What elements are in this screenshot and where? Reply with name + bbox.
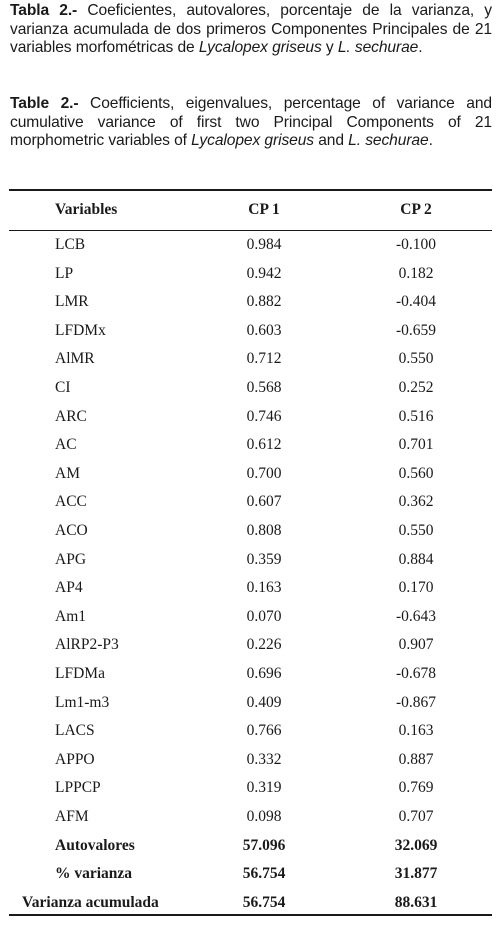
caption-label: Table 2.-: [10, 95, 79, 112]
cp2-cell: 0.170: [398, 579, 434, 597]
cp2-cell: 0.550: [398, 350, 434, 368]
cp2-cell: 0.884: [398, 550, 434, 568]
cp2-cell: -0.867: [395, 693, 437, 711]
cp1-cell: 0.712: [246, 350, 282, 368]
cp2-cell: 0.362: [398, 493, 434, 511]
table-row: [0, 660, 500, 689]
cp2-cell: 0.550: [398, 522, 434, 539]
cp1-cell: 0.098: [246, 808, 282, 825]
cp1-cell: 0.163: [246, 579, 282, 597]
cp2-cell: -0.678: [395, 665, 437, 682]
table-row: [0, 403, 500, 432]
table-row: [0, 546, 500, 575]
variable-cell: ACC: [55, 493, 87, 511]
species-name: Lycalopex griseus: [198, 39, 322, 57]
cp1-cell: 0.409: [246, 693, 282, 711]
table-row: [0, 431, 500, 460]
cp2-cell: -0.100: [395, 236, 437, 253]
variable-cell: % varianza: [55, 865, 133, 883]
cp1-cell: 0.359: [246, 550, 282, 568]
cp1-cell: 56.754: [242, 865, 286, 883]
cp2-cell: -0.404: [395, 293, 437, 311]
cp1-cell: 0.603: [246, 321, 282, 339]
variable-cell: LFDMa: [55, 665, 105, 682]
caption-end: .: [428, 132, 433, 150]
table-row: [0, 803, 500, 832]
cp1-cell: 0.942: [246, 264, 282, 282]
variable-cell: LP: [55, 264, 74, 282]
caption-conjunction: y: [321, 39, 338, 57]
table-row: [0, 460, 500, 489]
variable-cell: AP4: [55, 579, 83, 597]
table-row: [0, 288, 500, 317]
cp2-cell: 0.769: [398, 779, 434, 797]
cp2-cell: 32.069: [394, 836, 438, 854]
variable-cell: AC: [55, 436, 77, 454]
variable-cell: LACS: [55, 722, 95, 740]
cp1-cell: 0.568: [246, 379, 282, 396]
variable-cell: AlMR: [55, 350, 95, 368]
caption-spanish: [10, 2, 492, 58]
variable-cell: Varianza acumulada: [22, 893, 159, 911]
variable-cell: LFDMx: [55, 321, 106, 339]
cp1-cell: 57.096: [242, 836, 286, 854]
variable-cell: AM: [55, 464, 80, 482]
cp1-cell: 0.746: [246, 407, 282, 425]
caption-conjunction: and: [313, 132, 349, 150]
table-row: [0, 689, 500, 718]
cp2-cell: 0.560: [398, 464, 434, 482]
cp1-cell: 0.700: [246, 464, 282, 482]
cp2-cell: 0.707: [398, 808, 434, 825]
cp1-cell: 56.754: [242, 893, 286, 911]
cp1-cell: 0.319: [246, 779, 282, 797]
cp1-cell: 0.696: [246, 665, 282, 682]
caption-label: Tabla 2.-: [10, 2, 78, 19]
variable-cell: Autovalores: [55, 836, 135, 854]
table-row: [0, 231, 500, 260]
species-name: L. sechurae: [348, 132, 429, 150]
table-row: [0, 746, 500, 775]
summary-row: [0, 889, 500, 918]
table-row: [0, 603, 500, 632]
header-variables: Variables: [55, 201, 118, 218]
variable-cell: AFM: [55, 808, 89, 825]
table-row: [0, 374, 500, 403]
table-row: [0, 517, 500, 546]
table-row: [0, 774, 500, 803]
cp2-cell: 31.877: [394, 865, 438, 883]
variable-cell: APPO: [55, 750, 95, 768]
variable-cell: ACO: [55, 522, 88, 539]
caption-english: [10, 95, 492, 151]
species-name: L. sechurae: [337, 39, 419, 57]
cp2-cell: 0.163: [398, 722, 434, 740]
caption-text: Coefficients, eigenvalues, percentage of variance and cumulative variance of first two Principal Components of 21 morphometric variables of: [10, 95, 492, 150]
variable-cell: Am1: [55, 607, 86, 625]
table-row: [0, 717, 500, 746]
cp2-cell: 0.182: [398, 264, 434, 282]
cp2-cell: 0.701: [398, 436, 434, 454]
cp1-cell: 0.984: [246, 236, 282, 253]
cp1-cell: 0.612: [246, 436, 282, 454]
cp1-cell: 0.808: [246, 522, 282, 539]
header-cp1: CP 1: [248, 201, 280, 218]
cp2-cell: 88.631: [394, 893, 438, 911]
summary-row: [0, 832, 500, 861]
variable-cell: Lm1-m3: [55, 693, 110, 711]
caption-end: .: [418, 39, 423, 57]
variable-cell: AlRP2-P3: [55, 636, 119, 654]
table-row: [0, 345, 500, 374]
table-row: [0, 260, 500, 289]
table-row: [0, 317, 500, 346]
cp1-cell: 0.332: [246, 750, 282, 768]
table-row: [0, 574, 500, 603]
cp2-cell: 0.907: [398, 636, 434, 654]
species-name: Lycalopex griseus: [191, 132, 314, 150]
cp1-cell: 0.226: [246, 636, 282, 654]
table-row: [0, 631, 500, 660]
header-cp2: CP 2: [400, 201, 432, 218]
cp1-cell: 0.607: [246, 493, 282, 511]
variable-cell: CI: [55, 379, 71, 396]
cp2-cell: 0.252: [398, 379, 434, 396]
cp1-cell: 0.766: [246, 722, 282, 740]
table-row: [0, 488, 500, 517]
cp2-cell: 0.887: [398, 750, 434, 768]
variable-cell: APG: [55, 550, 87, 568]
cp1-cell: 0.070: [246, 607, 282, 625]
cp2-cell: -0.643: [395, 607, 437, 625]
variable-cell: LMR: [55, 293, 89, 311]
caption-text: Coeficientes, autovalores, porcentaje de la varianza, y varianza acumulada de dos primeros Componentes Principales de 21 variables morfométricas de: [10, 2, 492, 57]
cp2-cell: -0.659: [395, 321, 437, 339]
cp2-cell: 0.516: [398, 407, 434, 425]
variable-cell: LPPCP: [55, 779, 101, 797]
summary-row: [0, 860, 500, 889]
cp1-cell: 0.882: [246, 293, 282, 311]
variable-cell: LCB: [55, 236, 86, 253]
variable-cell: ARC: [55, 407, 87, 425]
